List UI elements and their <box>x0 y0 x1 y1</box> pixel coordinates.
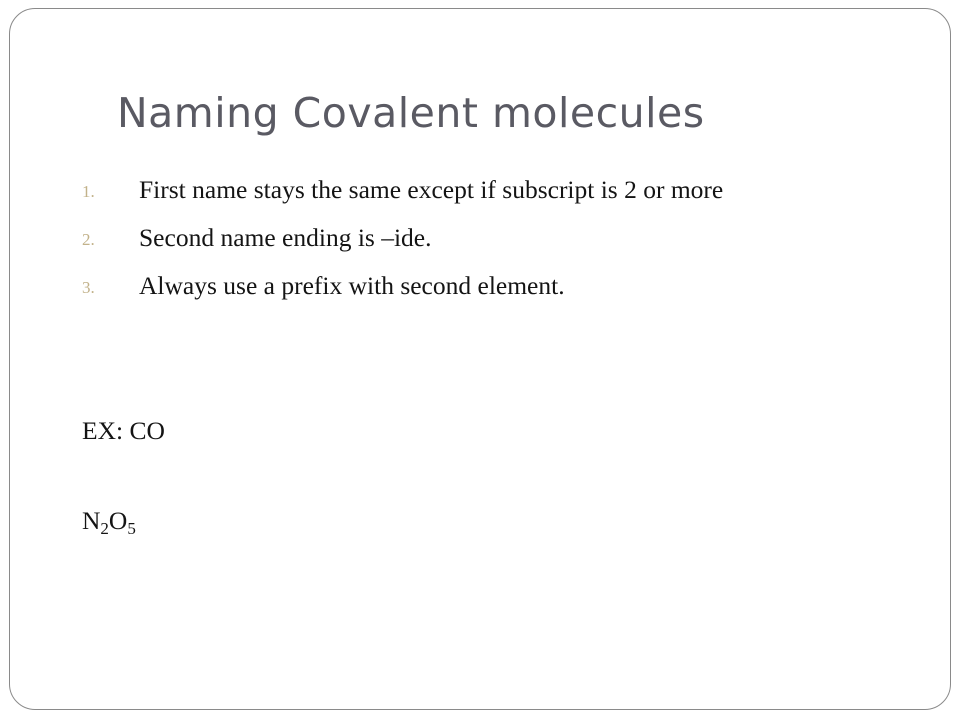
example-formula <box>82 506 136 536</box>
formula-symbol: N <box>82 506 101 535</box>
rules-list <box>82 174 902 318</box>
list-item <box>82 174 902 205</box>
list-item-text: Always use a prefix with second element. <box>139 271 565 300</box>
slide-title: Naming Covalent molecules <box>117 89 705 137</box>
formula-subscript: 2 <box>100 519 109 538</box>
list-item <box>82 270 902 301</box>
list-number: 3. <box>82 278 95 297</box>
list-number: 2. <box>82 230 95 249</box>
list-item <box>82 222 902 253</box>
formula-symbol: O <box>108 506 128 535</box>
slide <box>9 8 951 710</box>
list-number: 1. <box>82 182 95 201</box>
formula-subscript: 5 <box>127 519 136 538</box>
list-item-text: First name stays the same except if subscript is 2 or more <box>139 175 724 204</box>
list-item-text: Second name ending is –ide. <box>139 223 432 252</box>
example-line: EX: CO <box>82 416 165 445</box>
